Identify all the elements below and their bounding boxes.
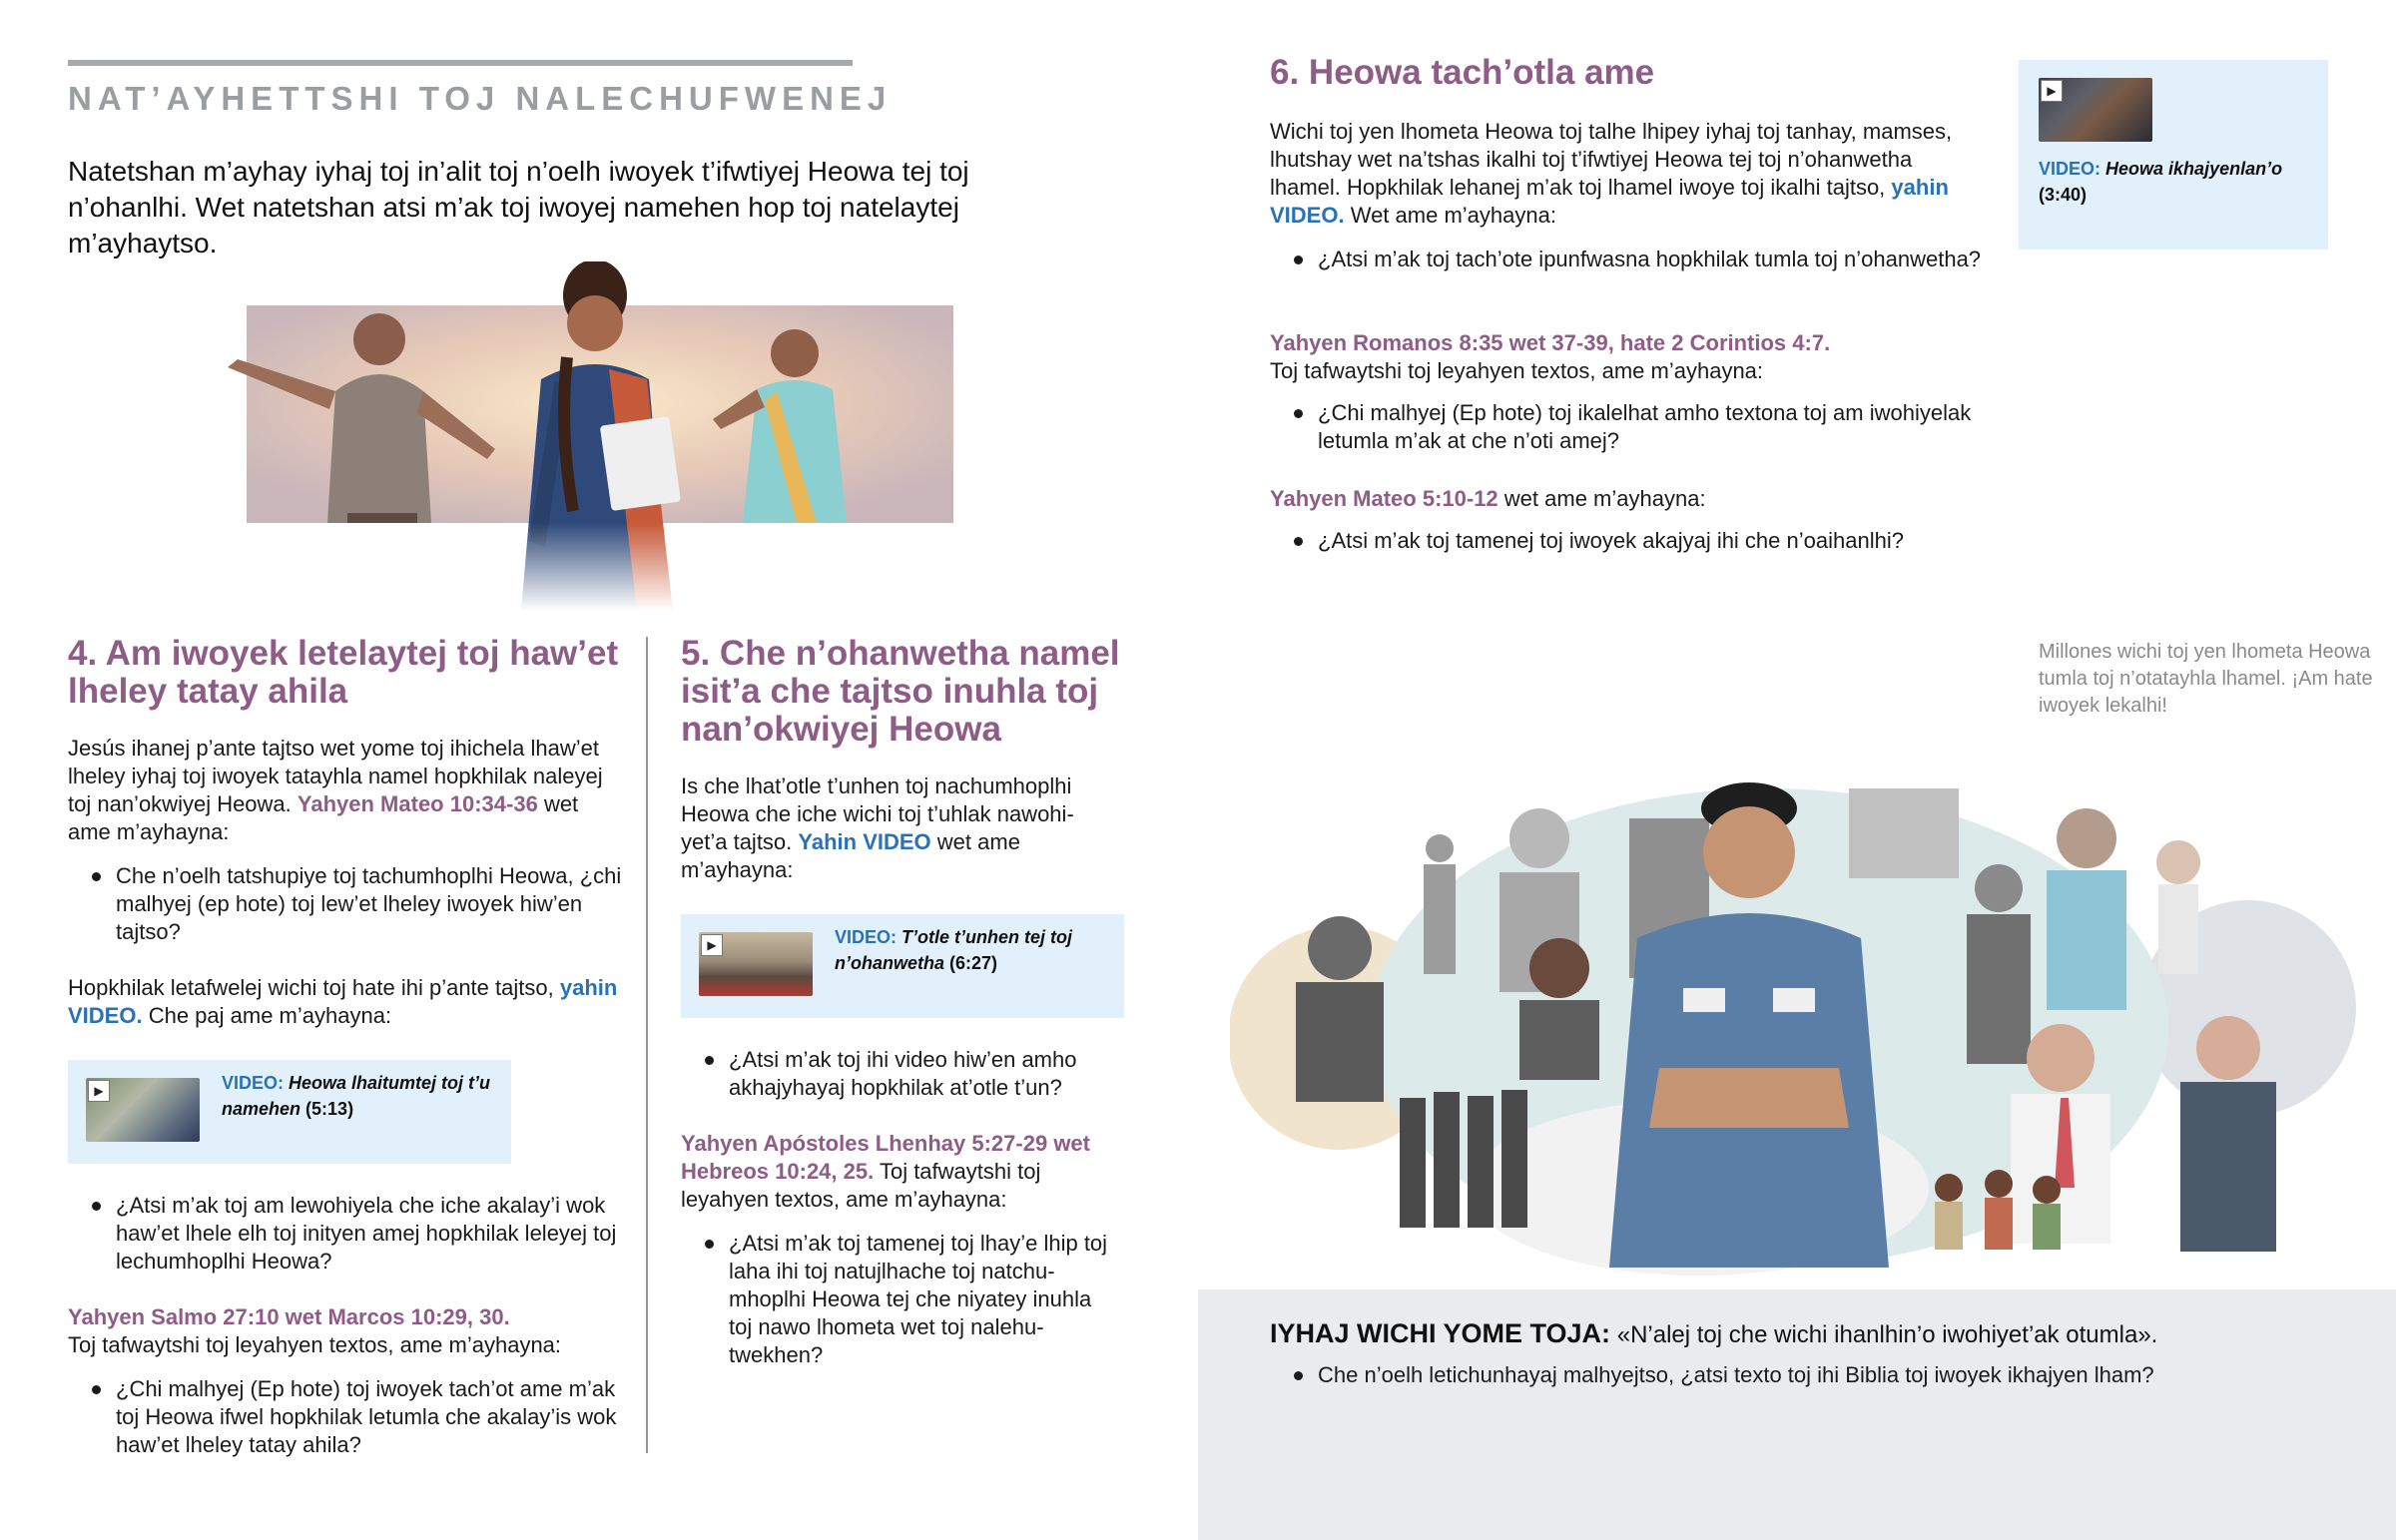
section-4-paragraph-1 [68, 735, 627, 846]
section-4-question-list-3 [68, 1375, 627, 1459]
video-card-section-6[interactable] [2019, 60, 2328, 250]
bottom-panel-heading: IYHAJ WICHI YOME TOJA: [1270, 1318, 1611, 1348]
question-item: Che n’oelh tatshupiye toj tachumhoplhi Heowa, ¿chi malhyej (ep hote) toj lew’et lheley iwoyek hiw’en tajtso? [68, 862, 627, 946]
question-item: Che n’oelh letichunhayaj malhyejtso, ¿atsi texto toj ihi Biblia toj iwoyek ikhajyen lham? [1270, 1361, 2358, 1389]
video-thumbnail[interactable] [2039, 78, 2152, 142]
section-5-title: 5. Che n’ohanwetha namel isit’a che tajtso inuhla toj nan’okwiyej Heowa [681, 634, 1120, 749]
section-6-prompt-2: Toj tafwaytshi toj leyahyen textos, ame m’ayhayna: [1270, 358, 1764, 383]
montage-illustration [1230, 769, 2358, 1278]
video-thumbnail[interactable] [86, 1078, 200, 1142]
section-4-prompt-3: Toj tafwaytshi toj leyahyen textos, ame m’ayhayna: [68, 1332, 562, 1357]
bottom-panel-quote: «N’alej toj che wichi ihanlhin’o iwohiyet’ak otumla». [1616, 1321, 2158, 1348]
section-5-question-list-2 [681, 1230, 1120, 1369]
section-5-paragraph-2 [681, 1130, 1120, 1214]
video-duration: (5:13) [305, 1099, 354, 1119]
section-6-question-list-3 [1270, 527, 1989, 555]
section-6-prompt-3: wet ame m’ayhayna: [1503, 486, 1706, 511]
video-title: Heowa ikhajyenlan’o [2105, 159, 2283, 179]
section-4-prompt: wet ame m’ayhayna: [68, 791, 579, 844]
play-icon[interactable]: ▶ [88, 1080, 110, 1102]
scripture-link-hechos-hebreos[interactable]: Yahyen Apóstoles Lhenhay 5:27-29 wet Hebreos 10:24, 25. [681, 1131, 1090, 1184]
question-item: ¿Atsi m’ak toj tach’ote ipunfwasna hopkhilak tumla toj n’ohanwetha? [1270, 246, 1989, 273]
bottom-question-list [1270, 1361, 2358, 1389]
section-6-question-list-2 [1270, 399, 1989, 455]
question-item: ¿Atsi m’ak toj tamenej toj iwoyek akajyaj ihi che n’oaihanlhi? [1270, 527, 1989, 555]
video-title: Heowa lhaitumtej toj t’u namehen [222, 1073, 491, 1119]
column-divider [646, 637, 648, 1453]
video-link[interactable]: Yahin VIDEO [798, 829, 931, 854]
section-4-title: 4. Am iwoyek letelaytej toj haw’et lheley tatay ahila [68, 634, 619, 711]
section-title: NAT’AYHETTSHI TOJ NALECHUFWENEJ [68, 80, 893, 117]
section-4-paragraph-1-text: Jesús ihanej p’ante tajtso wet yome toj ihichela lhaw’et lheley iyhaj toj iwoyek tatayhla namel hopkhilak naleyej toj nan’okwiyej Heowa. [68, 736, 603, 816]
section-4-paragraph-3 [68, 1303, 627, 1359]
video-card-section-5[interactable] [681, 914, 1124, 1018]
video-caption [2039, 156, 2318, 208]
section-5-prompt: wet ame m’ayhayna: [681, 829, 1020, 882]
section-6-prompt: Wet ame m’ayhayna: [1350, 203, 1556, 228]
scripture-link-mateo-5[interactable]: Yahyen Mateo 5:10-12 [1270, 486, 1498, 511]
section-4-prompt-2: Che paj ame m’ayhayna: [148, 1003, 392, 1028]
image-caption: Millones wichi toj yen lhometa Heowa tumla toj n’otatayhla lhamel. ¡Am hate iwoyek lekalhi! [2039, 641, 2373, 717]
video-thumbnail[interactable] [699, 932, 813, 996]
header-rule [68, 60, 853, 66]
play-icon[interactable]: ▶ [701, 934, 723, 956]
video-label: VIDEO: [835, 927, 898, 947]
question-item: ¿Atsi m’ak toj tamenej toj lhay’e lhip toj laha ihi toj natujlhache toj natchumhoplhi Heowa tej che niyatey inuhla toj nawo lhometa wet toj nalehutwekhen? [681, 1230, 1120, 1369]
section-5-paragraph-1-text: Is che lhat’otle t’unhen toj nachumhoplhi Heowa che iche wichi toj t’uhlak nawohiyet’a tajtso. [681, 773, 1074, 854]
section-6-paragraph-1 [1270, 118, 1989, 230]
scripture-link-romanos-corintios[interactable]: Yahyen Romanos 8:35 wet 37-39, hate 2 Corintios 4:7. [1270, 330, 1831, 355]
video-caption [222, 1070, 501, 1122]
video-caption [835, 924, 1114, 976]
bottom-panel-title [1270, 1317, 2157, 1351]
scripture-link-salmo-marcos[interactable]: Yahyen Salmo 27:10 wet Marcos 10:29, 30. [68, 1304, 510, 1329]
section-6-paragraph-3 [1270, 485, 1989, 513]
section-6-paragraph-2 [1270, 329, 1989, 385]
question-item: ¿Chi malhyej (Ep hote) toj ikalelhat amho textona toj am iwohiyelak letumla m’ak at che n’oti amej? [1270, 399, 1989, 455]
section-5-prompt-2: Toj tafwaytshi toj leyahyen textos, ame m’ayhayna: [681, 1159, 1041, 1212]
video-title: T’otle t’unhen tej toj n’ohanwetha [835, 927, 1073, 973]
video-link[interactable]: yahin VIDEO. [68, 975, 618, 1028]
scripture-link-mateo-10[interactable]: Yahyen Mateo 10:34-36 [297, 791, 538, 816]
section-4-question-list-2 [68, 1192, 627, 1276]
section-6-paragraph-1-text: Wichi toj yen lhometa Heowa toj talhe lhipey iyhaj toj tanhay, mamses, lhutshay wet na’tshas ikalhi toj t’ifwtiyej Heowa tej toj n’ohanwetha lhamel. Hopkhilak lehanej m’ak toj lhamel iwoye toj ikalhi tajtso, [1270, 119, 1953, 200]
section-5-question-list-1 [681, 1046, 1120, 1102]
play-icon[interactable]: ▶ [2041, 80, 2063, 102]
section-4-paragraph-2 [68, 974, 627, 1030]
section-4-paragraph-2-text: Hopkhilak letafwelej wichi toj hate ihi p’ante tajtso, [68, 975, 554, 1000]
section-6-question-list-1 [1270, 246, 1989, 273]
video-link[interactable]: yahin VIDEO. [1270, 175, 1949, 228]
hero-illustration [218, 261, 956, 611]
intro-text: Natetshan m’ayhay iyhaj toj in’alit toj n’oelh iwoyek t’ifwtiyej Heowa tej toj n’ohanlhi. Wet natetshan atsi m’ak toj iwoyej namehen hop toj natelaytej m’ayhaytso. [68, 156, 969, 258]
question-item: ¿Atsi m’ak toj am lewohiyela che iche akalay’i wok haw’et lhele elh toj inityen amej hopkhilak leleyej toj lechumhoplhi Heowa? [68, 1192, 627, 1276]
section-5-paragraph-1 [681, 772, 1100, 884]
question-item: ¿Chi malhyej (Ep hote) toj iwoyek tach’ot ame m’ak toj Heowa ifwel hopkhilak letumla che akalay’is wok haw’et lheley tatay ahila? [68, 1375, 627, 1459]
video-duration: (3:40) [2039, 185, 2088, 205]
video-duration: (6:27) [949, 953, 998, 973]
video-label: VIDEO: [222, 1073, 285, 1093]
question-item: ¿Atsi m’ak toj ihi video hiw’en amho akhajyhayaj hopkhilak at’otle t’un? [681, 1046, 1120, 1102]
section-6-title: 6. Heowa tach’otla ame [1270, 53, 1655, 92]
section-4-question-list-1 [68, 862, 627, 946]
video-card-section-4[interactable] [68, 1060, 511, 1164]
video-label: VIDEO: [2039, 159, 2101, 179]
